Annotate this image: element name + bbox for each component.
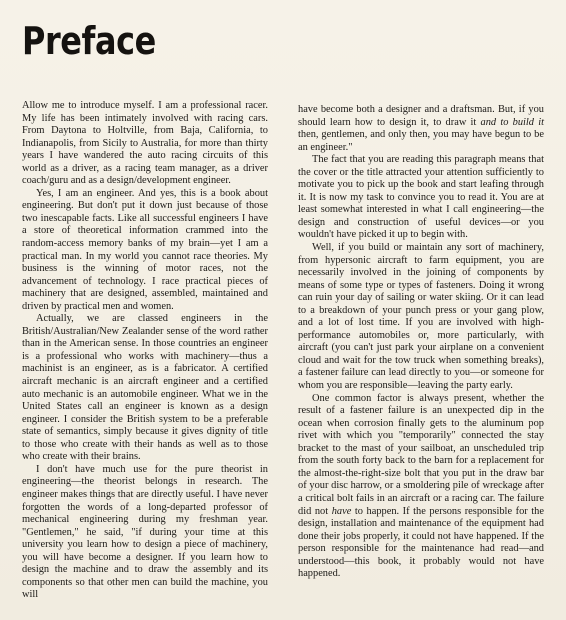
paragraph-continued — [298, 104, 544, 154]
paragraph: The fact that you are reading this paragraph means that the cover or the title attracted your attention sufficiently to motivate you to pick up the book and start leafing through it. It is now my task to convince you to read it. You are at least somewhat interested in what I call engineering—the design and construction of useful devices—or you wouldn't have picked it up to begin with. — [298, 154, 544, 241]
left-column — [22, 100, 268, 602]
paragraph — [298, 393, 544, 581]
emphasis-text: have — [331, 505, 352, 517]
paragraph: Well, if you build or maintain any sort of machinery, from hypersonic aircraft to farm equipment, you are necessarily involved in the joining of components by means of some type or types of fasteners. Doing it wrong can ruin your day of sailing or water skiing. Or it can lead to a breakdown of your punch press or your gang plow, and a lot of lost time. If you are involved with high-performance automobiles or, more particularly, with aircraft (you can't just park your airplane on a convenient cloud and wait for the tow truck when something breaks), a fastener failure can lead directly to you—or someone for whom you are responsible—leaving the party early. — [298, 242, 544, 392]
text-run: to happen. If the persons responsible for the design, installation and maintenance of the equipment had done their jobs properly, it could not have happened. If the person responsible for the maintenance had read—and understood—this book, it probably would not have happened. — [298, 505, 544, 580]
paragraph: Actually, we are classed engineers in the British/Australian/New Zealander sense of the word rather than in the American sense. In those countries an engineer is a professional who works with machinery—thus a machinist is an engineer, as is a fabricator. A certified aircraft mechanic is an aircraft engineer and a certified auto mechanic is an automobile engineer. What we in the United States call an engineer is known as a design engineer. I consider the British system to be a preferable state of semantics, simply because it gives dignity of title to those who create with their hands as well as to those who create with their brains. — [22, 313, 268, 463]
emphasis-text: and to build it — [480, 116, 544, 128]
page-title: Preface — [22, 19, 156, 63]
paragraph: Allow me to introduce myself. I am a professional racer. My life has been intimately involved with racing cars. From Daytona to Holtville, from Baja, California, to Indianapolis, from Sicily to Australia, for more than thirty years I have wandered the auto racing circuits of this world as a driver, as a racing team manager, as a driver coach/guru and as a design/development engineer. — [22, 100, 268, 187]
text-run: One common factor is always present, whether the result of a fastener failure is an unexpected dip in the ocean when corrosion finally gets to the aluminum pop rivet with which you "temporarily" connected the stay bracket to the mast of your sailboat, an unscheduled trip from the south forty back to the barn for a replacement for the almost-the-right-size bolt that you put in the draw bar of your disc harrow, or a smoldering pile of wreckage after a critical bolt fails in an aircraft or a racing car. The failure did not — [298, 392, 544, 517]
right-column — [298, 104, 544, 581]
text-run: have become both a designer and a draftsman. But, if you should learn how to design it, to draw it — [298, 104, 544, 128]
paragraph: Yes, I am an engineer. And yes, this is a book about engineering. But don't put it down just because of those two inescapable facts. Like all successful engineers I have a store of theoretical information crammed into the random-access memory banks of my brain—yet I am a practical man. In my world you cannot race theories. My business is the winning of motor races, not the advancement of technology. I race practical pieces of machinery that are designed, assembled, maintained and driven by practical men and women. — [22, 187, 268, 312]
text-run: then, gentlemen, and only then, you may have begun to be an engineer." — [298, 129, 544, 153]
paragraph: I don't have much use for the pure theorist in engineering—the theorist belongs in research. The engineer makes things that are directly useful. I have never forgotten the words of a long-departed professor of mechanical engineering during my freshman year. "Gentlemen," he said, "if during your time at this university you learn how to design a piece of machinery, you will have become a designer. If you learn how to design the machine and to draw the assembly and its components so that other men can build the machine, you will — [22, 463, 268, 601]
